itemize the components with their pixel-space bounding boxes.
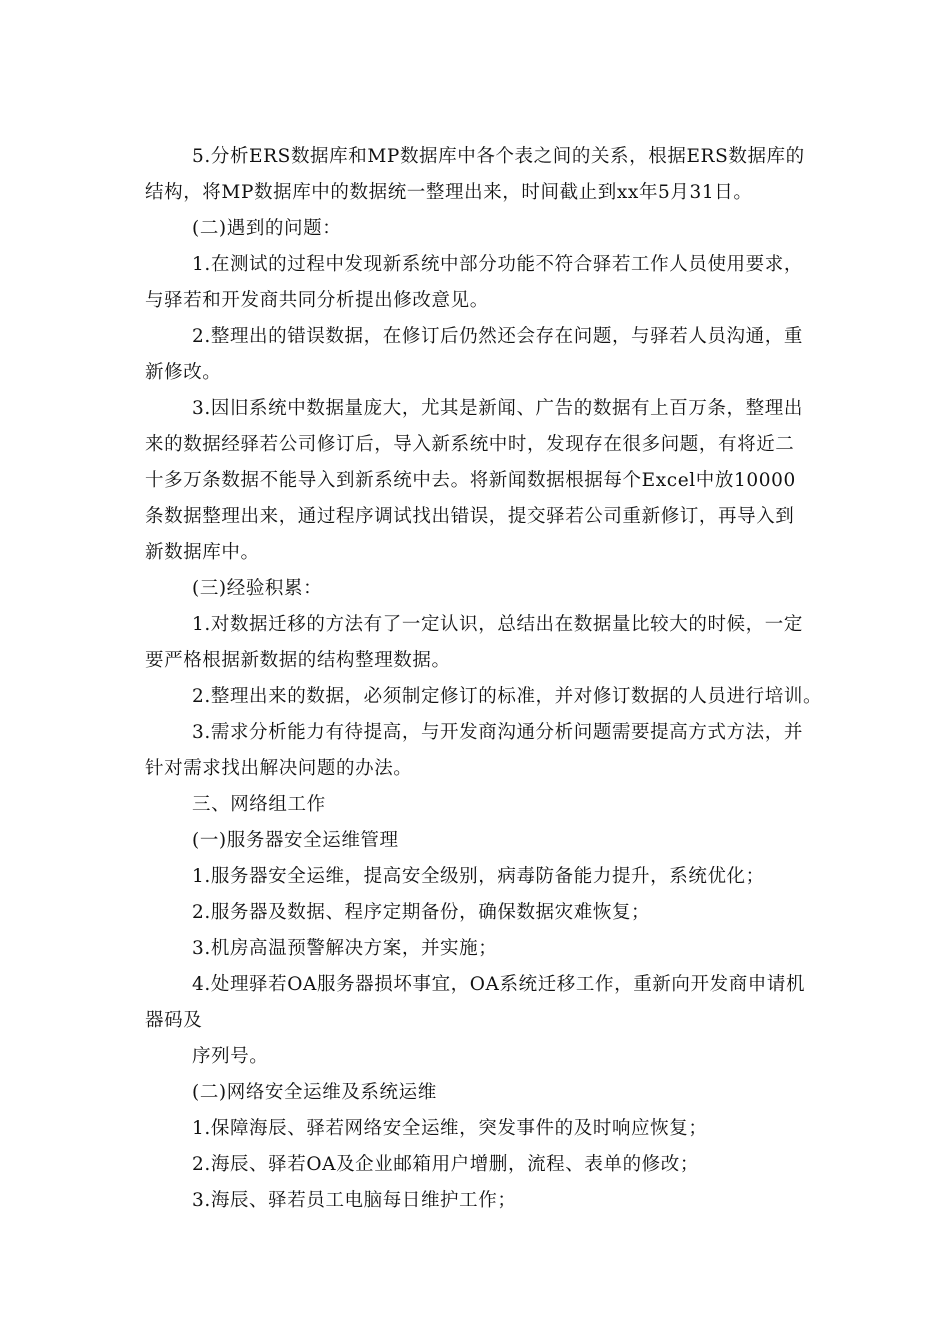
paragraph-line: 来的数据经驿若公司修订后，导入新系统中时，发现存在很多问题，有将近二 — [145, 433, 795, 455]
paragraph-line: 4.处理驿若OA服务器损坏事宜，OA系统迁移工作，重新向开发商申请机 — [192, 973, 806, 995]
paragraph-line: 3.因旧系统中数据量庞大，尤其是新闻、广告的数据有上百万条，整理出 — [192, 397, 803, 419]
paragraph-line: 器码及 — [145, 1009, 203, 1031]
section-heading: (二)网络安全运维及系统运维 — [192, 1081, 437, 1103]
paragraph-line: 新修改。 — [145, 361, 222, 383]
paragraph-line: 1.对数据迁移的方法有了一定认识，总结出在数据量比较大的时候，一定 — [192, 613, 803, 635]
paragraph-line: 1.在测试的过程中发现新系统中部分功能不符合驿若工作人员使用要求， — [192, 253, 803, 275]
paragraph-line: 十多万条数据不能导入到新系统中去。将新闻数据根据每个Excel中放10000 — [145, 469, 796, 491]
paragraph-line: 条数据整理出来，通过程序调试找出错误，提交驿若公司重新修订，再导入到 — [145, 505, 795, 527]
section-heading: (二)遇到的问题： — [192, 217, 342, 239]
paragraph-line: 2.整理出来的数据，必须制定修订的标准，并对修订数据的人员进行培训。 — [192, 685, 823, 707]
paragraph-line: 结构，将MP数据库中的数据统一整理出来，时间截止到xx年5月31日。 — [145, 181, 753, 203]
paragraph-line: 针对需求找出解决问题的办法。 — [145, 757, 413, 779]
paragraph-line: 要严格根据新数据的结构整理数据。 — [145, 649, 451, 671]
paragraph-line: 序列号。 — [192, 1045, 269, 1067]
paragraph-line: 新数据库中。 — [145, 541, 260, 563]
paragraph-line: 3.需求分析能力有待提高，与开发商沟通分析问题需要提高方式方法，并 — [192, 721, 803, 743]
paragraph-line: 2.海辰、驿若OA及企业邮箱用户增删，流程、表单的修改； — [192, 1153, 699, 1175]
section-heading: 三、网络组工作 — [192, 793, 326, 815]
paragraph-line: 3.海辰、驿若员工电脑每日维护工作； — [192, 1189, 517, 1211]
section-heading: (一)服务器安全运维管理 — [192, 829, 399, 851]
paragraph-line: 5.分析ERS数据库和MP数据库中各个表之间的关系，根据ERS数据库的 — [192, 145, 805, 167]
paragraph-line: 2.服务器及数据、程序定期备份，确保数据灾难恢复； — [192, 901, 651, 923]
paragraph-line: 3.机房高温预警解决方案，并实施； — [192, 937, 498, 959]
paragraph-line: 与驿若和开发商共同分析提出修改意见。 — [145, 289, 489, 311]
paragraph-line: 1.服务器安全运维，提高安全级别，病毒防备能力提升，系统优化； — [192, 865, 765, 887]
paragraph-line: 1.保障海辰、驿若网络安全运维，突发事件的及时响应恢复； — [192, 1117, 708, 1139]
section-heading: (三)经验积累： — [192, 577, 323, 599]
paragraph-line: 2.整理出的错误数据，在修订后仍然还会存在问题，与驿若人员沟通，重 — [192, 325, 803, 347]
